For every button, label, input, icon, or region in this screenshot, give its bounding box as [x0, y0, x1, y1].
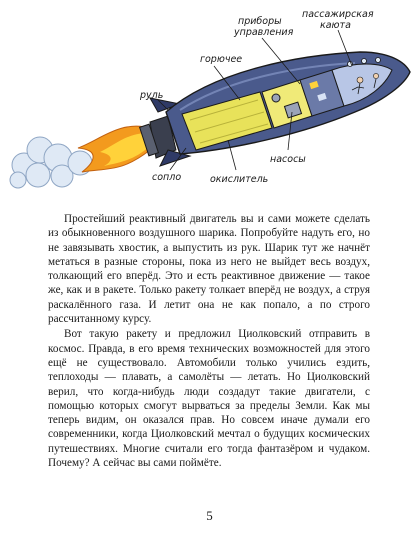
paragraph-2: Вот такую ракету и предложил Циолковский отправить в космос. Правда, в его время технических возможностей для этого ещё не существовало. Автомобили только учились ездить, теплоходы — плавать, а самолёты — летать. Но Циолковский верил, что когда-нибудь люди создадут такие двигатели, с помощью которых смогут вырваться за пределы Земли. Как мы теперь видим, он оказался прав. Но совсем иначе думали его современники, когда Циолковский мечтал о будущих космических путешествиях. Многие считали его тогда фантазёром и чудаком. Почему? А сейчас вы сами поймёте. — [48, 328, 370, 470]
label-rudder: руль — [140, 90, 164, 101]
label-nozzle: сопло — [152, 172, 182, 183]
label-fuel: горючее — [200, 54, 243, 65]
smoke-cloud — [10, 137, 92, 188]
flame — [78, 126, 150, 172]
label-cabin: пассажирская каюта — [302, 9, 374, 31]
label-pumps: насосы — [270, 154, 306, 165]
label-oxidizer: окислитель — [210, 174, 269, 185]
label-instruments: приборы управления — [234, 16, 294, 38]
rocket-illustration — [0, 0, 419, 205]
rocket-diagram — [0, 0, 419, 205]
page-number: 5 — [206, 508, 213, 523]
body-text — [48, 212, 370, 470]
paragraph-1: Простейший реактивный двигатель вы и сами можете сделать из обыкновенного воздушного шарика. Попробуйте надуть его, но не завязывать хвостик, а выпустить из рук. Шарик тут же начнёт метаться в разные стороны, пока из него не выйдет весь воздух, толкающий его вперёд. Это и есть реактивное движение — такое же, как и в ракете. Только ракету толкает вперёд не воздух, а струя раскалённого газа. И летит она не как попало, а по строго рассчитанному курсу. — [48, 213, 370, 326]
